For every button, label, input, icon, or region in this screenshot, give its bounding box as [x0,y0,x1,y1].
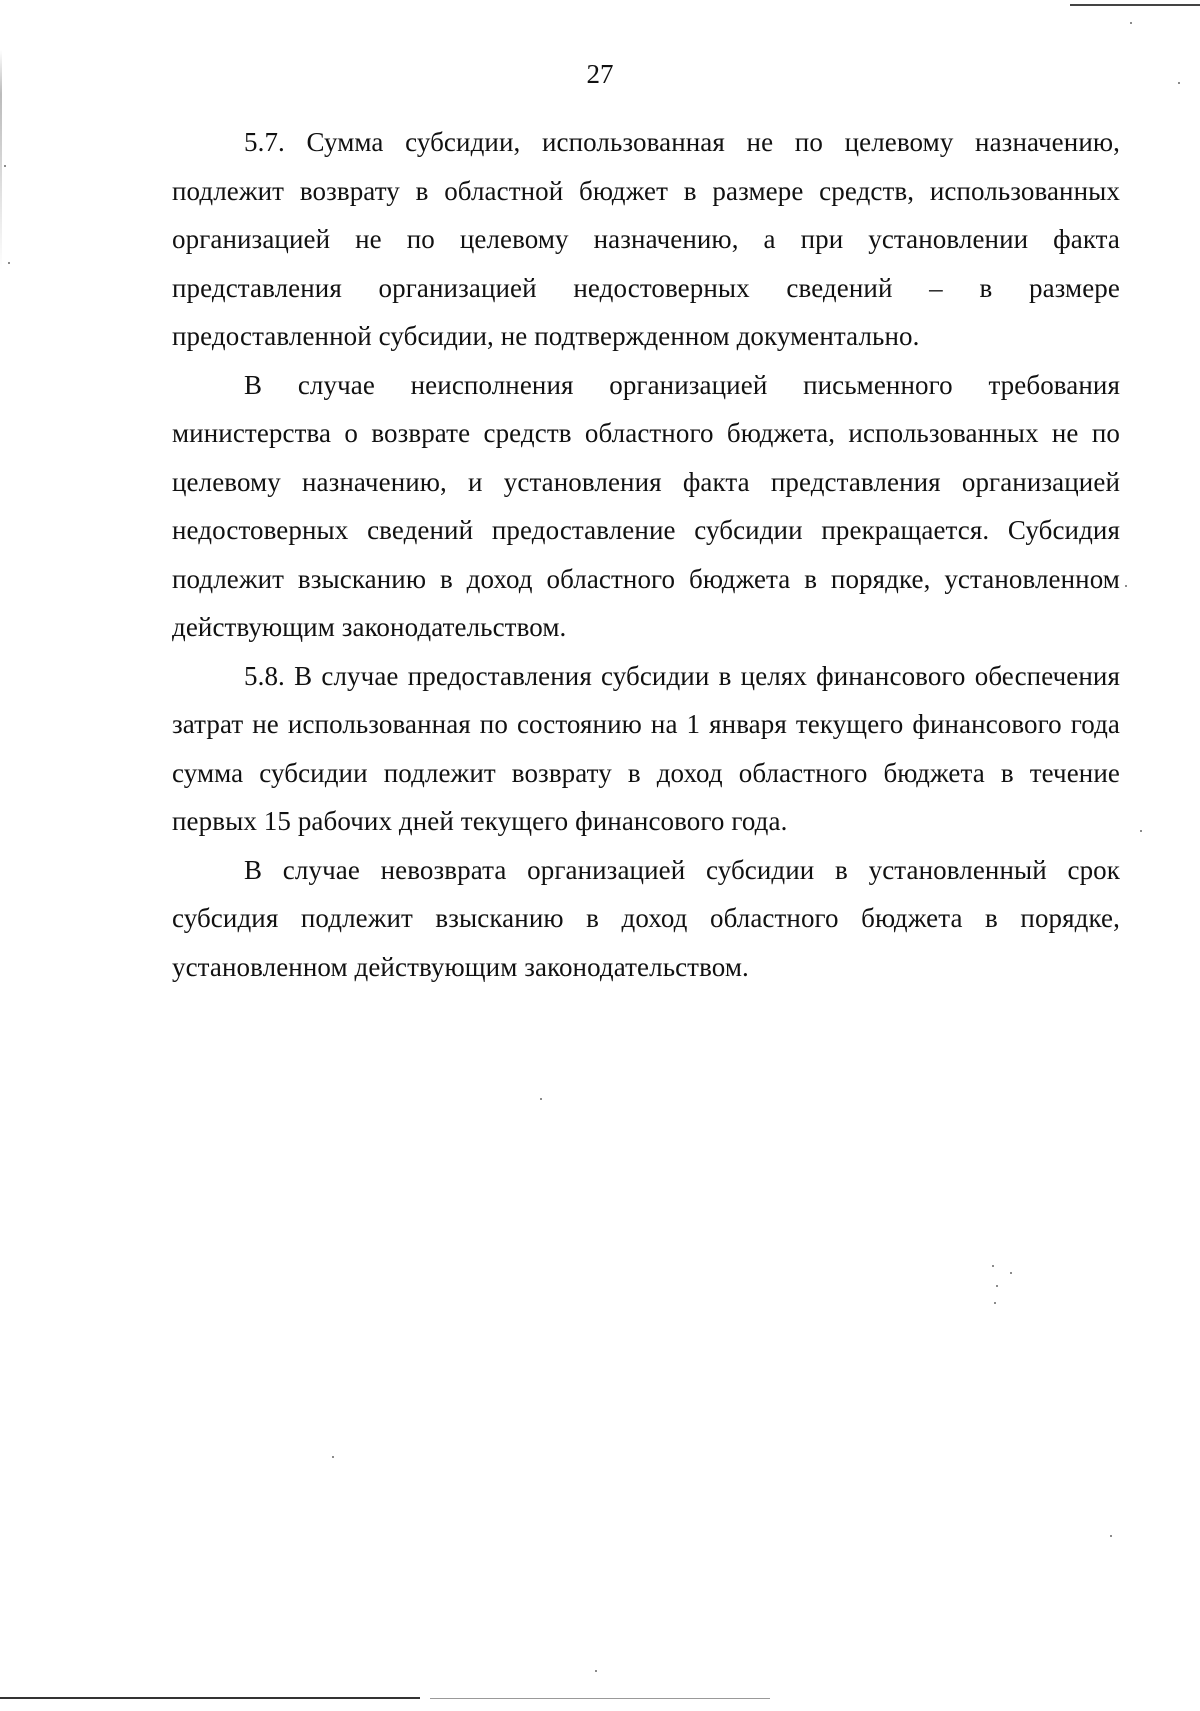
paragraph-non-return: В случае невозврата организацией субсидии в установленный срок субсидия подлежит взысканию в доход областного бюджета в порядке, установленном действующим законодательством. [172,854,1120,982]
scan-edge-line-bottom-faint [430,1698,770,1699]
scan-speck [994,1302,996,1304]
scan-speck [1178,82,1180,84]
scan-edge-line-bottom [0,1697,420,1699]
scan-speck [1125,585,1127,587]
scan-speck [8,262,10,264]
scan-speck [1130,22,1132,24]
scan-speck [992,1265,994,1267]
scan-speck [540,1098,542,1100]
scan-speck [1110,1535,1112,1537]
scan-speck [4,165,6,167]
scan-speck [996,1285,998,1287]
paragraph-refund-requirement: В случае неисполнения организацией письменного требования министерства о возврате средств областного бюджета, использованных не по целевому назначению, и установления факта представления организацией недостоверных сведений предоставление субсидии прекращается. Субсидия подлежит взысканию в доход областного бюджета в порядке, установленном действующим законодательством. [172,369,1120,642]
paragraph-5-8: 5.8. В случае предоставления субсидии в целях финансового обеспечения затрат не использованная по состоянию на 1 января текущего финансового года сумма субсидии подлежит возврату в доход областного бюджета в течение первых 15 рабочих дней текущего финансового года. [172,660,1120,836]
scan-speck [1010,1272,1012,1274]
scan-speck [332,1456,334,1458]
document-body [172,118,1120,991]
page-number: 27 [586,59,614,89]
scan-speck [1140,830,1142,832]
scan-edge-line-top [1070,4,1200,6]
paragraph-5-7: 5.7. Сумма субсидии, использованная не по целевому назначению, подлежит возврату в областной бюджет в размере средств, использованных организацией не по целевому назначению, а при установлении факта представления организацией недостоверных сведений – в размере предоставленной субсидии, не подтвержденном документально. [172,127,1120,351]
scan-speck [595,1670,597,1672]
